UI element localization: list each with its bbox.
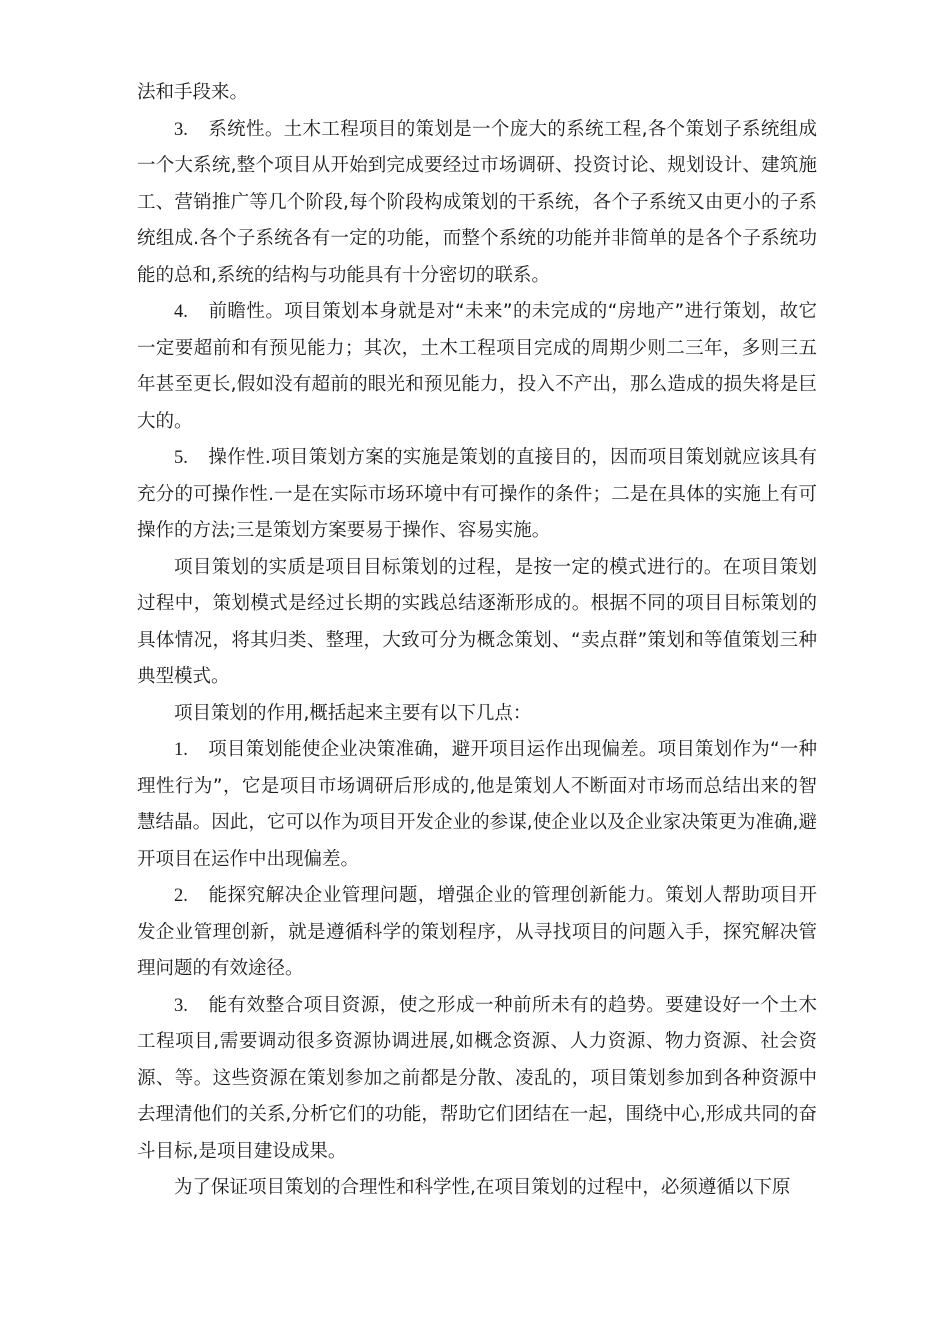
paragraph-systematic	[137, 112, 817, 295]
list-number: 2.	[174, 886, 188, 906]
paragraph-role-2	[137, 878, 817, 988]
paragraph-essence	[137, 550, 817, 696]
paragraph-text: 为了保证项目策划的合理性和科学性,在项目策划的过程中，必须遵循以下原	[174, 1177, 791, 1198]
list-number: 5.	[174, 448, 188, 468]
document-body	[137, 75, 817, 1207]
paragraph-text: 项目策划能使企业决策准确，避开项目运作出现偏差。项目策划作为“一种理性行为”，它是项目市场调研后形成的,他是策划人不断面对市场而总结出来的智慧结晶。因此，它可以作为项目开发企业的参谋,使企业以及企业家决策更为准确,避开项目在运作中出现偏差。	[137, 739, 817, 870]
list-number: 1.	[174, 740, 188, 760]
paragraph-text: 项目策划的实质是项目目标策划的过程，是按一定的模式进行的。在项目策划过程中，策划模式是经过长期的实践总结逐渐形成的。根据不同的项目目标策划的具体情况，将其归类、整理，大致可分为概念策划、“卖点群”策划和等值策划三种典型模式。	[137, 556, 817, 687]
list-number: 3.	[174, 995, 188, 1016]
paragraph-principles-intro	[137, 1170, 817, 1207]
paragraph-roles-intro	[137, 696, 817, 733]
list-number: 3.	[174, 119, 188, 140]
paragraph-operability	[137, 440, 817, 550]
paragraph-text: 项目策划的作用,概括起来主要有以下几点：	[174, 702, 532, 724]
paragraph-text: 操作性.项目策划方案的实施是策划的直接目的，因而项目策划就应该具有充分的可操作性.一是在实际市场环境中有可操作的条件；二是在具体的实施上有可操作的方法;三是策划方案要易于操作、容易实施。	[137, 447, 817, 541]
paragraph-text: 前瞻性。项目策划本身就是对“未来”的未完成的“房地产”进行策划，故它一定要超前和有预见能力；其次，土木工程项目完成的周期少则二三年，多则三五年甚至更长,假如没有超前的眼光和预见能力，投入不产出，那么造成的损失将是巨大的。	[137, 301, 817, 432]
paragraph-text: 能有效整合项目资源，使之形成一种前所未有的趋势。要建设好一个土木工程项目,需要调动很多资源协调进展,如概念资源、人力资源、物力资源、社会资源、等。这些资源在策划参加之前都是分散、凌乱的，项目策划参加到各种资源中去理清他们的关系,分析它们的功能，帮助它们团结在一起，围绕中心,形成共同的奋斗目标,是项目建设成果。	[137, 994, 817, 1162]
paragraph-role-3	[137, 988, 817, 1171]
paragraph-text: 系统性。土木工程项目的策划是一个庞大的系统工程,各个策划子系统组成一个大系统,整个项目从开始到完成要经过市场调研、投资讨论、规划设计、建筑施工、营销推广等几个阶段,每个阶段构成策划的干系统，各个子系统又由更小的子系统组成.各个子系统各有一定的功能，而整个系统的功能并非简单的是各个子系统功能的总和,系统的结构与功能具有十分密切的联系。	[137, 118, 817, 286]
list-number: 4.	[174, 302, 188, 322]
paragraph-text: 能探究解决企业管理问题，增强企业的管理创新能力。策划人帮助项目开发企业管理创新，就是遵循科学的策划程序，从寻找项目的问题入手，探究解决管理问题的有效途径。	[137, 885, 817, 979]
paragraph-role-1	[137, 732, 817, 878]
paragraph-continuation	[137, 75, 817, 112]
paragraph-forward-looking	[137, 294, 817, 440]
paragraph-text: 法和手段来。	[137, 82, 249, 103]
